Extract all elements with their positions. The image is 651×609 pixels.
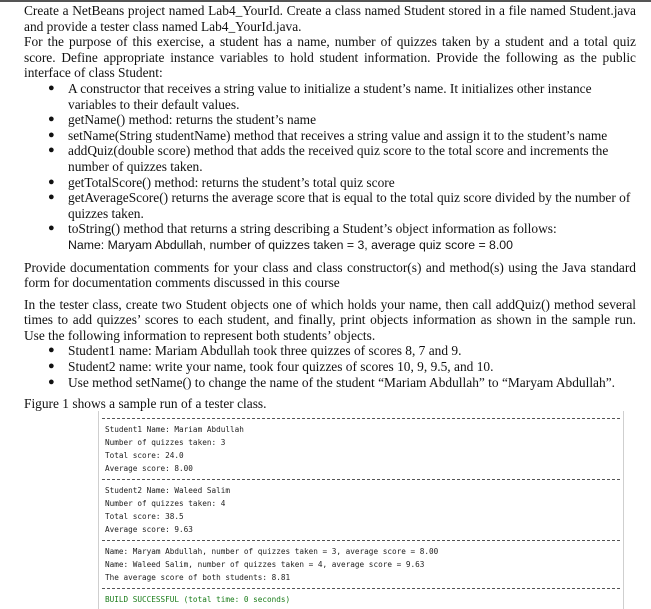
- separator-line: [102, 588, 620, 589]
- bullet-icon: ●: [48, 375, 55, 388]
- list-item: ● toString() method that returns a string describing a Student’s object information as follows: Name: Maryam Abdullah, number of quizzes taken = 3, average quiz score = 8.00: [48, 221, 557, 252]
- documentation-paragraph: Provide documentation comments for your class and class constructor(s) and method(s) using the Java standard form for documentation comments discussed in this course: [24, 259, 636, 291]
- list-item: ● setName(String studentName) method that receives a string value and assign it to the student’s name: [48, 127, 608, 143]
- sample-run-output: [98, 411, 624, 609]
- tostring-example: Name: Maryam Abdullah, number of quizzes taken = 3, average quiz score = 8.00: [68, 237, 513, 252]
- intro-paragraph-2: For the purpose of this exercise, a student has a name, number of quizzes taken by a student and a total quiz score. Define appropriate instance variables to hold student information. Provide the following as the public interface of class Student:: [24, 34, 636, 81]
- list-item: ● getName() method: returns the student’s name: [48, 112, 317, 128]
- list-item: ● addQuiz(double score) method that adds the received quiz score to the total score and increments the number of quizzes taken.: [48, 143, 609, 174]
- bullet-icon: ●: [48, 144, 55, 157]
- student-list: [24, 343, 636, 390]
- top-rule: [0, 0, 651, 2]
- list-item: ● Student2 name: write your name, took four quizzes of scores 10, 9, 9.5, and 10.: [48, 359, 494, 375]
- bullet-icon: ●: [48, 81, 55, 94]
- output-line: Total score: 24.0: [105, 451, 184, 460]
- output-line: Total score: 38.5: [105, 512, 184, 521]
- figure-caption: Figure 1 shows a sample run of a tester class.: [24, 396, 267, 412]
- bullet-icon: ●: [48, 128, 55, 141]
- output-line: Average score: 8.00: [105, 464, 193, 473]
- method-list: [24, 81, 636, 254]
- separator-line: [102, 418, 620, 419]
- tester-paragraph: In the tester class, create two Student objects one of which holds your name, then call addQuiz() method several times to add quizzes’ scores to each student, and finally, print objects information as shown in the sample run. Use the following information to represent both students’ objects.: [24, 296, 636, 343]
- bullet-icon: ●: [48, 113, 55, 126]
- list-item: ● Student1 name: Mariam Abdullah took three quizzes of scores 8, 7 and 9.: [48, 343, 462, 359]
- bullet-icon: ●: [48, 222, 55, 235]
- bullet-icon: ●: [48, 360, 55, 373]
- output-line: Number of quizzes taken: 3: [105, 438, 226, 447]
- intro-paragraph-1: Create a NetBeans project named Lab4_YourId. Create a class named Student stored in a file named Student.java and provide a tester class named Lab4_YourId.java.: [24, 3, 636, 34]
- bullet-icon: ●: [48, 175, 55, 188]
- bullet-icon: ●: [48, 344, 55, 357]
- separator-line: [102, 540, 620, 541]
- output-line: Name: Maryam Abdullah, number of quizzes taken = 3, average score = 8.00: [105, 547, 439, 556]
- list-item: ● getAverageScore() returns the average score that is equal to the total quiz score divided by the number of quizzes taken.: [48, 190, 631, 221]
- output-line: Number of quizzes taken: 4: [105, 499, 226, 508]
- output-line: Name: Waleed Salim, number of quizzes taken = 4, average score = 9.63: [105, 560, 425, 569]
- list-item: ● A constructor that receives a string value to initialize a student’s name. It initializes other instance variables to their default values.: [48, 80, 592, 112]
- output-line: The average score of both students: 8.81: [105, 573, 291, 582]
- build-status: BUILD SUCCESSFUL (total time: 0 seconds): [105, 595, 291, 604]
- output-line: Student1 Name: Mariam Abdullah: [105, 425, 244, 434]
- output-line: Average score: 9.63: [105, 525, 193, 534]
- assignment-text: [24, 3, 636, 412]
- separator-line: [102, 479, 620, 480]
- output-line: Student2 Name: Waleed Salim: [105, 486, 230, 495]
- bullet-icon: ●: [48, 191, 55, 204]
- list-item: ● Use method setName() to change the name of the student “Mariam Abdullah” to “Maryam Abdullah”.: [48, 374, 615, 390]
- list-item: ● getTotalScore() method: returns the student’s total quiz score: [48, 174, 395, 190]
